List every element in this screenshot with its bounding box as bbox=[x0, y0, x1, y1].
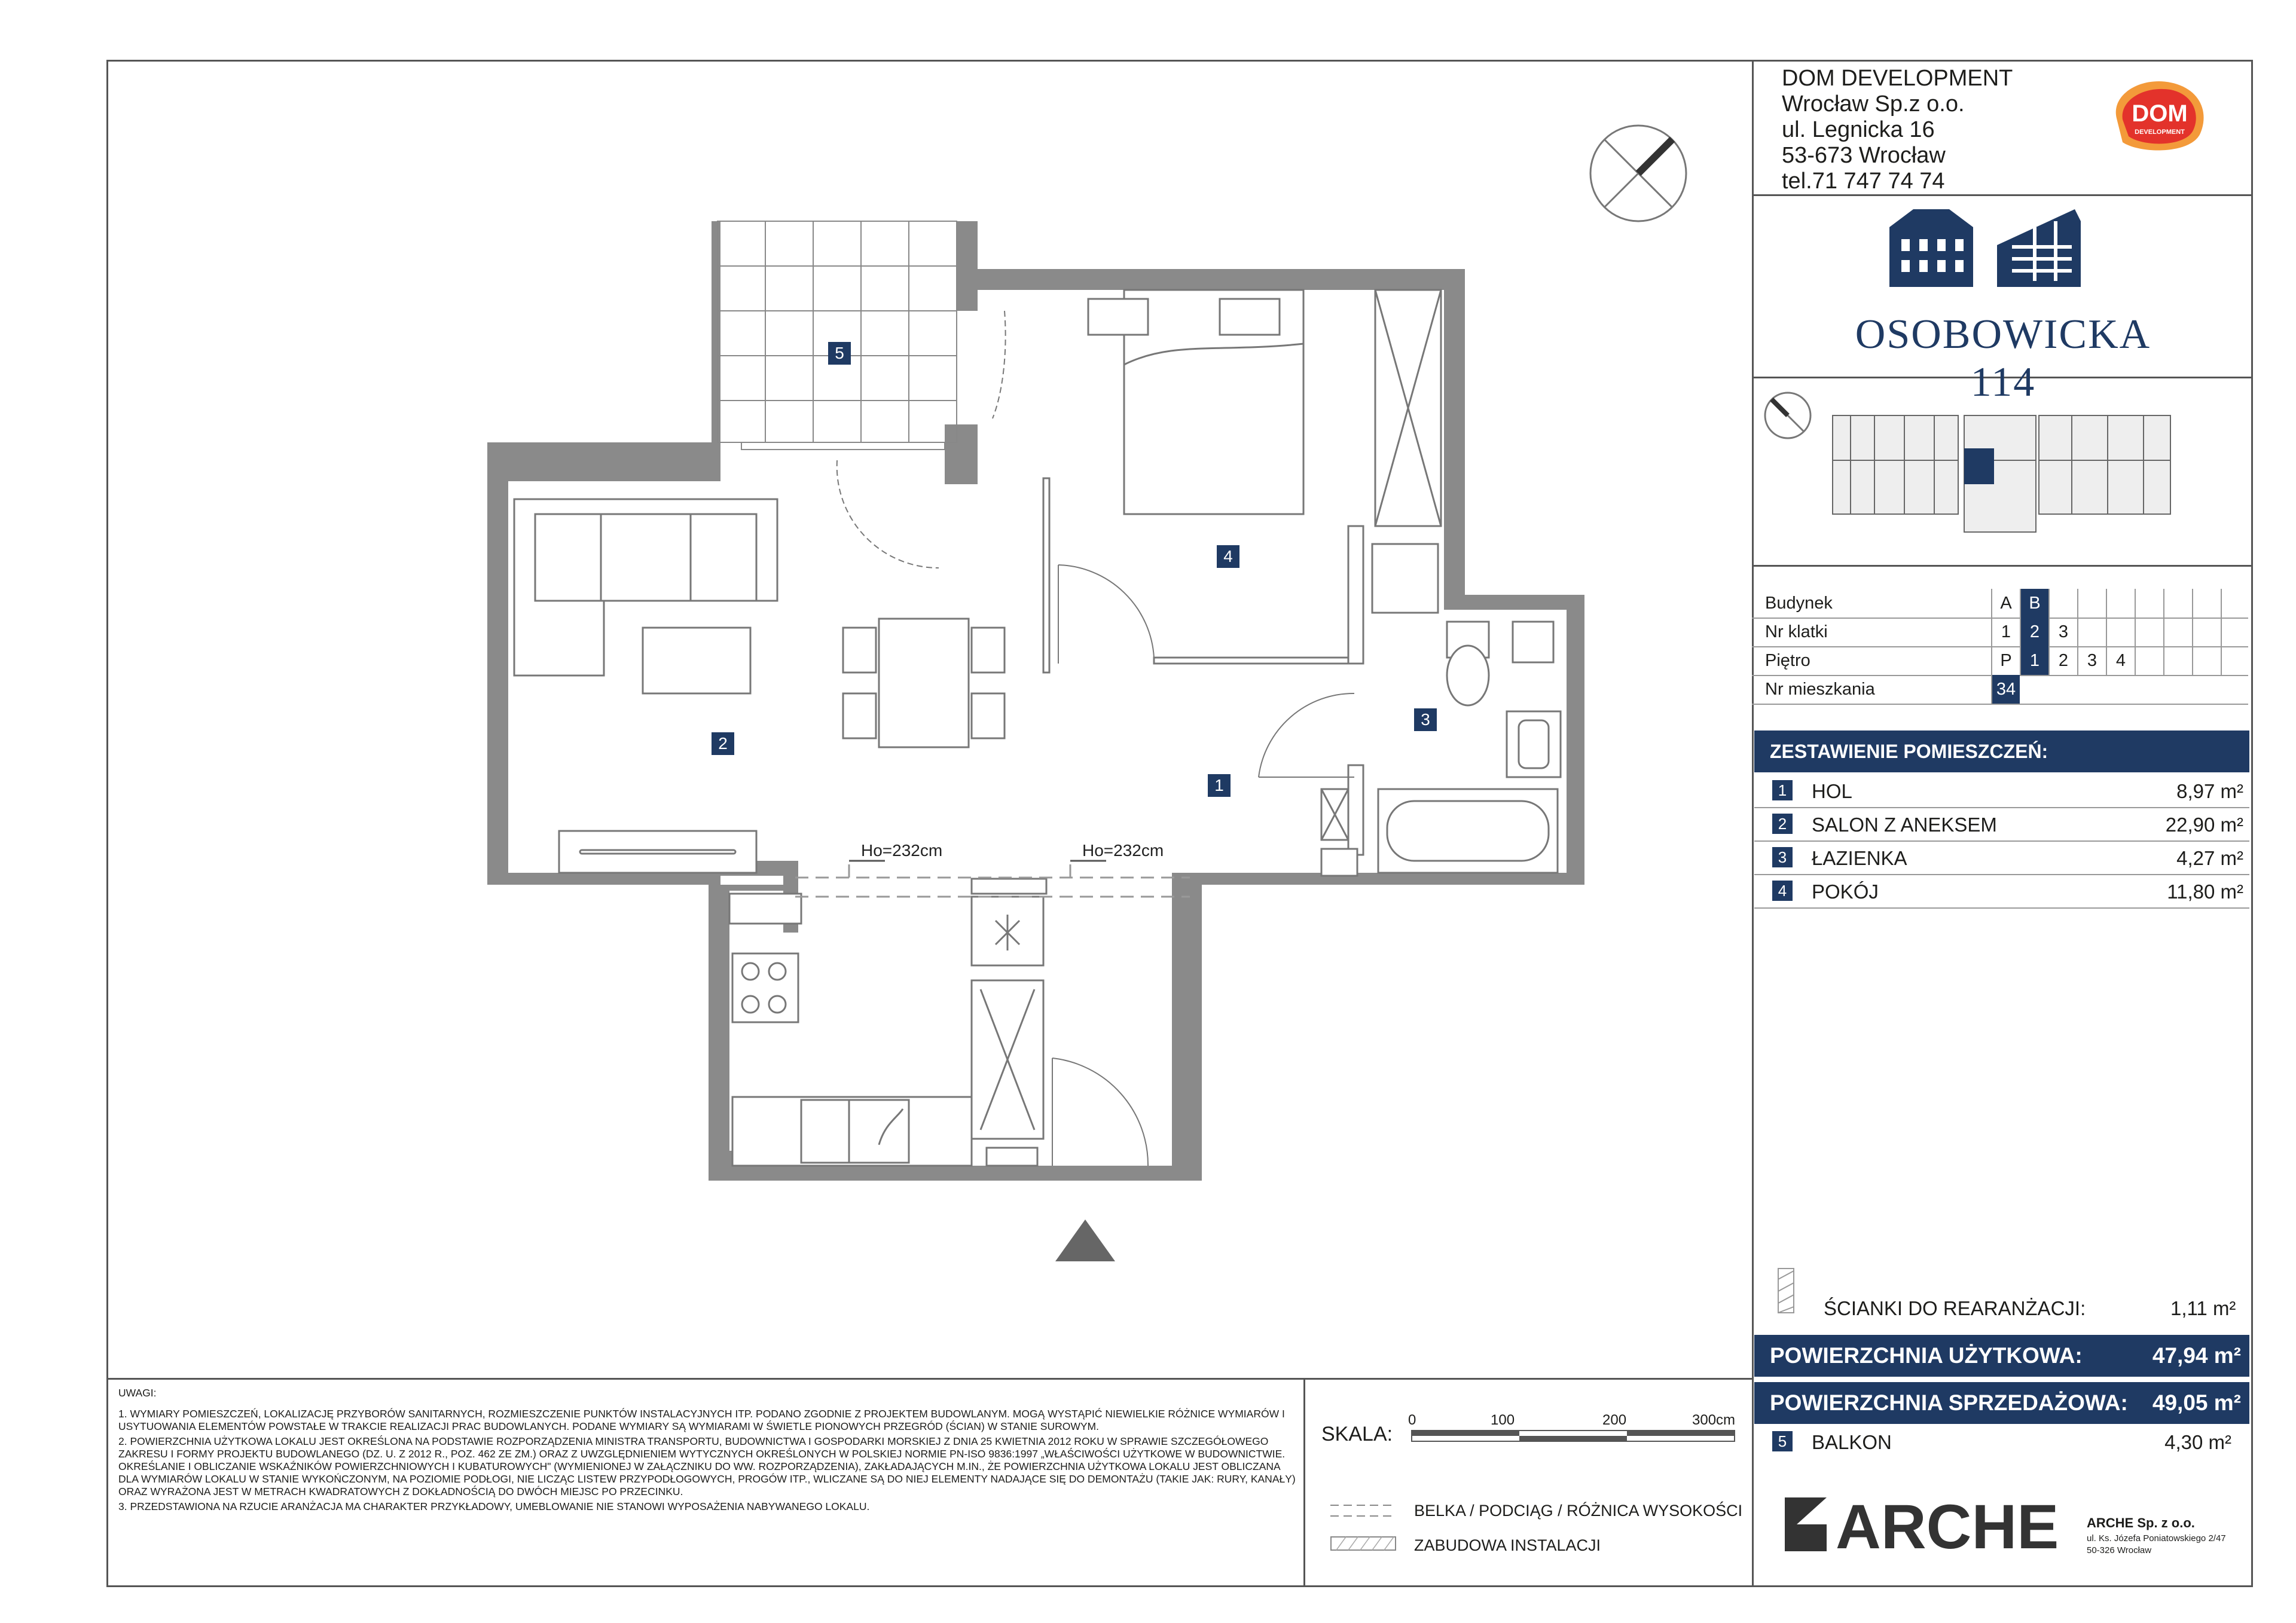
height-note-2: Ho=232cm bbox=[1082, 841, 1164, 860]
height-note-1: Ho=232cm bbox=[861, 841, 943, 860]
notes-divider bbox=[106, 1378, 1753, 1380]
keyplan-divider bbox=[1753, 565, 2252, 567]
installation-legend-icon bbox=[1330, 1535, 1396, 1552]
stair-3: 3 bbox=[2048, 618, 2077, 646]
plan-label-5: 5 bbox=[828, 342, 851, 365]
plan-label-2: 2 bbox=[712, 732, 734, 755]
room-row-pokoj: 4 POKÓJ 11,80 m² bbox=[1754, 875, 2249, 909]
arche-logo-text: ARCHE bbox=[1836, 1492, 2059, 1557]
key-plan-compass-icon bbox=[1765, 393, 1810, 438]
apartment-label: Nr mieszkania bbox=[1765, 680, 1875, 699]
developer-line2: Wrocław Sp.z o.o. bbox=[1782, 91, 1965, 117]
note-2: 2. POWIERZCHNIA UŻYTKOWA LOKALU JEST OKREŚLONA NA PODSTAWIE ROZPORZĄDZENIA MINISTRA TRANSPORTU, BUDOWNICTWA I GOSPODARKI MORSKIEJ Z DNIA 25 KWIETNIA 2012 ROKU W SPRAWIE SZCZEGÓŁOWEGO ZAKRESU I FORMY PROJEKTU BUDOWLANEGO (DZ. U. Z 2012 R., POZ. 462 ZE ZM.) ORAZ Z UWZGLĘDNIENIEM WYTYCZNYCH OKREŚLONYCH W POLSKIEJ NORMIE PN-ISO 9836:1997 „WŁAŚCIWOŚCI UŻYTKOWE W BUDOWNICTWIE. OKREŚLANIE I OBLICZANIE WSKAŹNIKÓW POWIERZCHNIOWYCH I KUBATUROWYCH" (WYMIENIONEJ W ZAŁĄCZNIKU DO WW. ROZPORZĄDZENIA), ZAKŁADAJĄCYCH M.IN., ŻE POWIERZCHNIA UŻYTKOWA LOKALU JEST OBLICZANA DLA WYMIARÓW LOKALU W STANIE WYKOŃCZONYM, NA POZIOMIE PODŁOGI, NIE LICZĄC LISTEW PRZYPODŁOGOWYCH, PROGÓW ITP., WLICZANE SĄ DO NIEJ ELEMENTY NADAJĄCE SIĘ DO DEMONTAŻU (TAKIE JAK: RURY, KANAŁY) ORAZ WYRAŻONA JEST W METRACH KWADRATOWYCH Z DOKŁADNOŚCIĄ DO DWÓCH MIEJSC PO PRZECINKU. bbox=[118, 1435, 1296, 1497]
building-label: Budynek bbox=[1765, 594, 1833, 613]
kitchen-fixtures bbox=[729, 894, 1043, 1166]
bed bbox=[1088, 290, 1303, 514]
apartment-number: 34 bbox=[1991, 675, 2020, 704]
notes-block bbox=[118, 1387, 1302, 1515]
floor-2: 2 bbox=[2048, 646, 2077, 675]
stair-1: 1 bbox=[1991, 618, 2020, 646]
apartment-row bbox=[1752, 675, 2248, 705]
notes-title: UWAGI: bbox=[118, 1387, 157, 1399]
room-row-salon: 2 SALON Z ANEKSEM 22,90 m² bbox=[1754, 808, 2249, 842]
developer-name: DOM DEVELOPMENT bbox=[1782, 66, 2013, 91]
architect-name: ARCHE Sp. z o.o. bbox=[2087, 1515, 2195, 1530]
building-a: A bbox=[1991, 589, 2020, 618]
logo-text-dom: DOM bbox=[2132, 100, 2188, 127]
architect-address1: ul. Ks. Józefa Poniatowskiego 2/47 bbox=[2087, 1533, 2226, 1543]
floor-3: 3 bbox=[2077, 646, 2106, 675]
stair-2: 2 bbox=[2020, 618, 2048, 646]
developer-street: ul. Legnicka 16 bbox=[1782, 117, 1935, 142]
scale-tick-300: 300cm bbox=[1692, 1412, 1736, 1428]
floor-row bbox=[1752, 646, 2248, 676]
scale-label: SKALA: bbox=[1321, 1423, 1393, 1445]
stair-row bbox=[1752, 618, 2248, 647]
beam-legend-label: BELKA / PODCIĄG / RÓŻNICA WYSOKOŚCI bbox=[1414, 1502, 1743, 1520]
key-plan bbox=[1761, 389, 2239, 562]
panel-divider bbox=[1752, 60, 1754, 1587]
legend-divider bbox=[1303, 1378, 1305, 1587]
floor-4: 4 bbox=[2106, 646, 2135, 675]
architect-address2: 50-326 Wrocław bbox=[2087, 1545, 2152, 1555]
key-plan-highlight bbox=[1964, 448, 1994, 484]
beam-legend-icon bbox=[1330, 1502, 1396, 1520]
wardrobe bbox=[1375, 290, 1441, 526]
rooms-summary-heading: ZESTAWIENIE POMIESZCZEŃ: bbox=[1754, 730, 2249, 772]
arche-logo bbox=[1785, 1491, 2084, 1557]
usable-area-total: POWIERZCHNIA UŻYTKOWA: 47,94 m² bbox=[1754, 1335, 2249, 1377]
building-b: B bbox=[2020, 589, 2048, 618]
balcony-row: 5 BALKON 4,30 m² bbox=[1754, 1425, 2249, 1458]
scale-tick-100: 100 bbox=[1491, 1412, 1515, 1428]
developer-phone: tel.71 747 74 74 bbox=[1782, 169, 1945, 194]
building-illustration-icon bbox=[1877, 203, 2093, 293]
rearrangement-wall-icon bbox=[1776, 1267, 1797, 1315]
room-row-lazienka: 3 ŁAZIENKA 4,27 m² bbox=[1754, 841, 2249, 875]
plan-label-1: 1 bbox=[1208, 774, 1231, 797]
building-row bbox=[1752, 589, 2248, 619]
floor-p: P bbox=[1991, 646, 2020, 675]
developer-city: 53-673 Wrocław bbox=[1782, 143, 1946, 168]
plan-label-3: 3 bbox=[1414, 708, 1437, 731]
floor-1: 1 bbox=[2020, 646, 2048, 675]
scale-tick-0: 0 bbox=[1408, 1412, 1416, 1428]
balcony-tiles bbox=[718, 221, 957, 450]
entrance-arrow-icon bbox=[1055, 1219, 1115, 1261]
plan-label-4: 4 bbox=[1217, 545, 1239, 568]
developer-info bbox=[1782, 66, 2013, 194]
project-title: OSOBOWICKA 114 bbox=[1855, 311, 2151, 405]
note-3: 3. PRZEDSTAWIONA NA RZUCIE ARANŻACJA MA CHARAKTER PRZYKŁADOWY, UMEBLOWANIE NIE STANOWI WYPOSAŻENIA NABYWANEGO LOKALU. bbox=[118, 1500, 870, 1512]
logo-text-development: DEVELOPMENT bbox=[2135, 129, 2185, 136]
living-furniture bbox=[514, 499, 1004, 873]
floor-label: Piętro bbox=[1765, 651, 1810, 670]
room-row-hol: 1 HOL 8,97 m² bbox=[1754, 774, 2249, 808]
company-divider bbox=[1753, 194, 2252, 196]
dom-development-logo bbox=[2105, 77, 2212, 154]
scale-tick-200: 200 bbox=[1602, 1412, 1627, 1428]
walls-label: ŚCIANKI DO REARANŻACJI: bbox=[1824, 1297, 2086, 1319]
walls-area: 1,11 m² bbox=[2170, 1297, 2236, 1319]
stair-label: Nr klatki bbox=[1765, 622, 1828, 641]
note-1: 1. WYMIARY POMIESZCZEŃ, LOKALIZACJĘ PRZYBORÓW SANITARNYCH, ROZMIESZCZENIE PUNKTÓW INSTALACYJNYCH ITP. PODANO ZGODNIE Z PROJEKTEM BUDOWLANYM. MOGĄ WYSTĄPIĆ NIEWIELKIE RÓŻNICE WYMIARÓW I USYTUOWANIA ELEMENTÓW POWSTAŁE W TRAKCIE REALIZACJI PRAC BUDOWLANYCH. PODANE WYMIARY SĄ WYMIARAMI W ŚWIETLE PIONOWYCH PRZEGRÓD (ŚCIAN) W STANIE SUROWYM. bbox=[118, 1408, 1285, 1432]
installation-legend-label: ZABUDOWA INSTALACJI bbox=[1414, 1536, 1601, 1554]
sale-area-total: POWIERZCHNIA SPRZEDAŻOWA: 49,05 m² bbox=[1754, 1382, 2249, 1424]
north-compass-icon bbox=[1590, 126, 1686, 221]
scale-bar bbox=[1411, 1430, 1746, 1443]
